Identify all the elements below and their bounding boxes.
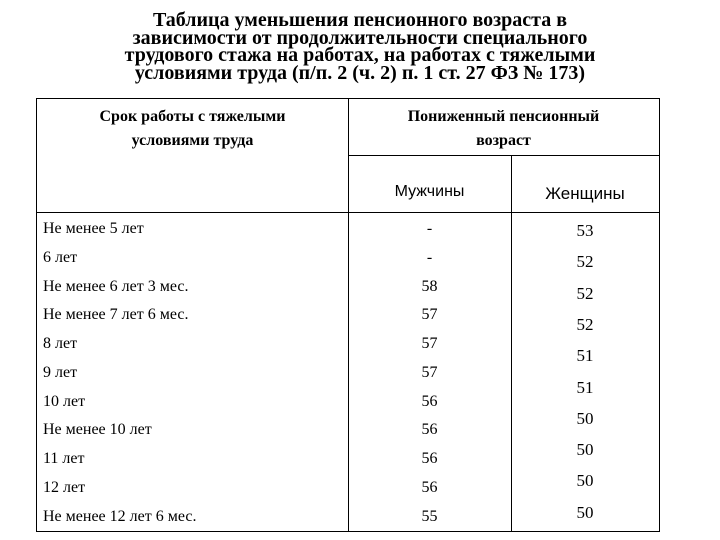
term-cell: 9 лет (43, 364, 78, 381)
men-age-cell: 56 (421, 479, 438, 496)
title-line: зависимости от продолжительности специального (132, 26, 588, 49)
header-women: Женщины (545, 184, 625, 203)
women-age-cell: 51 (576, 346, 594, 365)
pension-age-table (36, 98, 660, 532)
term-cell: Не менее 12 лет 6 мес. (43, 508, 197, 525)
men-age-cell: 57 (421, 335, 438, 352)
term-cell: 12 лет (43, 479, 86, 496)
header-reduced-age-line: Пониженный пенсионный (407, 108, 600, 125)
men-age-cell: - (426, 220, 433, 237)
women-age-cell: 52 (576, 315, 594, 334)
women-age-cell: 51 (576, 378, 594, 397)
term-cell: 11 лет (43, 450, 85, 467)
men-age-cell: 57 (421, 306, 438, 323)
men-age-cell: 57 (421, 364, 438, 381)
header-term-line: Срок работы с тяжелыми (99, 108, 286, 125)
title-line: условиями труда (п/п. 2 (ч. 2) п. 1 ст. 27 ФЗ № 173) (134, 61, 586, 84)
term-cell: Не менее 5 лет (43, 220, 144, 237)
header-term (37, 105, 348, 153)
row-divider (348, 155, 659, 156)
term-cell: 10 лет (43, 393, 86, 410)
women-age-cell: 52 (576, 252, 594, 271)
men-age-cell: 56 (421, 450, 438, 467)
women-age-cell: 50 (576, 503, 594, 522)
men-age-cell: - (426, 249, 433, 266)
term-cell: Не менее 10 лет (43, 421, 152, 438)
women-age-cell: 50 (576, 471, 594, 490)
women-age-cell: 53 (576, 221, 594, 240)
men-age-cell: 55 (421, 508, 438, 525)
header-men: Мужчины (394, 183, 465, 200)
title-line: трудового стажа на работах, на работах с тяжелыми (124, 44, 596, 66)
term-cell: Не менее 6 лет 3 мес. (43, 278, 189, 295)
header-term-line: условиями труда (131, 132, 254, 149)
women-age-cell: 50 (576, 440, 594, 459)
term-cell: 8 лет (43, 335, 78, 352)
men-age-cell: 56 (421, 393, 438, 410)
row-divider (37, 212, 659, 213)
title-line: Таблица уменьшения пенсионного возраста в (152, 9, 568, 31)
men-age-cell: 58 (421, 278, 438, 295)
term-cell: Не менее 7 лет 6 мес. (43, 306, 189, 323)
header-reduced-age-line: возраст (476, 132, 531, 149)
term-cell: 6 лет (43, 249, 78, 266)
page-title (70, 9, 650, 84)
women-age-cell: 50 (576, 409, 594, 428)
men-age-cell: 56 (421, 421, 438, 438)
header-reduced-age (348, 105, 659, 153)
women-age-cell: 52 (576, 284, 594, 303)
